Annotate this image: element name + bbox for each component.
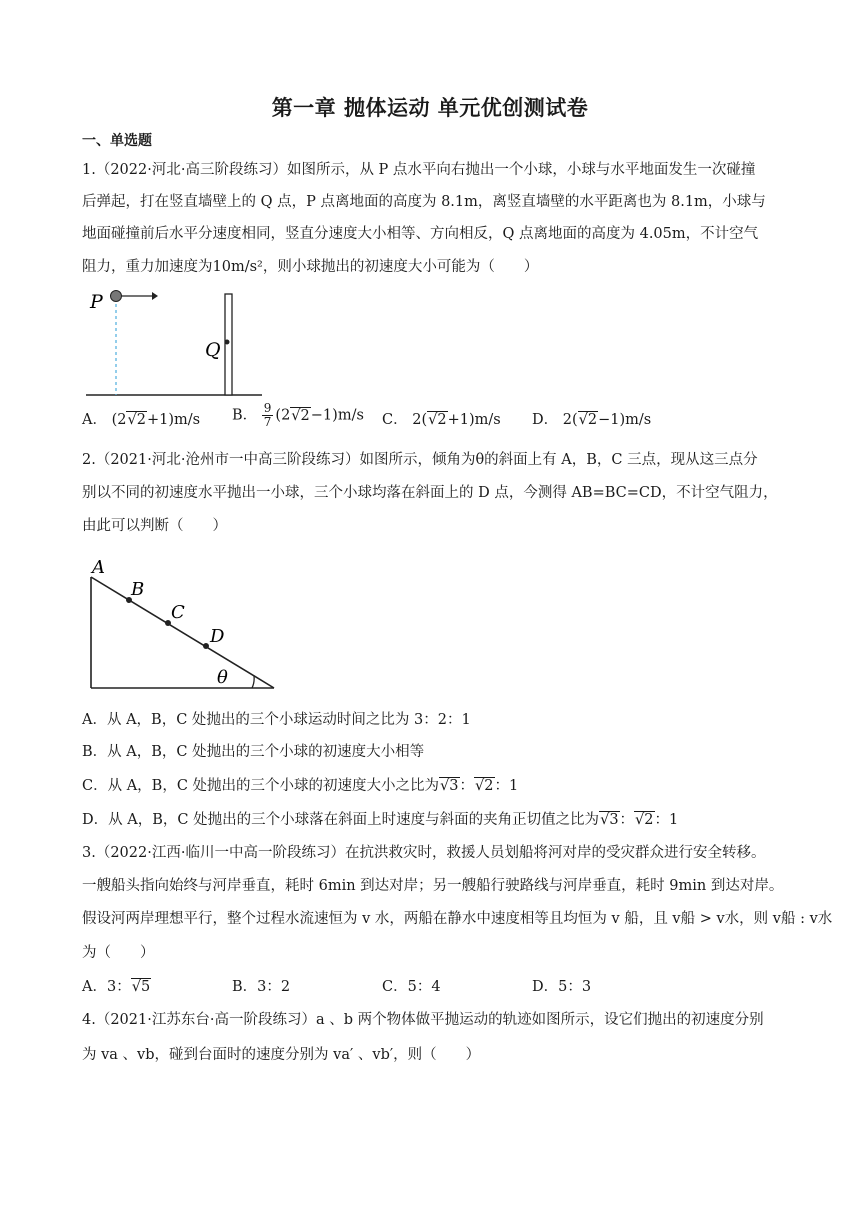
sqrt: √2 [578, 412, 598, 428]
q2-line-2: 别以不同的初速度水平抛出一小球，三个小球均落在斜面上的 D 点，今测得 AB=BC=CD，不计空气阻力， [82, 485, 778, 501]
q3-option-b[interactable]: B．3：2 [232, 979, 291, 995]
point-q [225, 340, 230, 345]
sqrt: √2 [291, 407, 310, 424]
radical-sign: √ [291, 407, 301, 424]
radical-sign: √ [127, 412, 137, 428]
sqrt: √5 [131, 979, 151, 995]
label-c: C [171, 602, 185, 623]
fraction: $\frac{9}{7}$ [263, 401, 272, 429]
q3-line-1: 3.（2022·江西·临川一中高一阶段练习）在抗洪救灾时，救援人员划船将河对岸的受灾群众进行安全转移。 [82, 845, 766, 861]
incline-slope [91, 577, 274, 688]
q4-line-1: 4.（2021·江苏东台·高一阶段练习）a 、b 两个物体做平抛运动的轨迹如图所示，设它们抛出的初速度分别 [82, 1012, 764, 1028]
label-p: P [90, 291, 103, 313]
point-d [203, 643, 209, 649]
label-d: D [210, 626, 225, 647]
q2-option-d[interactable]: D．从 A，B，C 处抛出的三个小球落在斜面上时速度与斜面的夹角正切值之比为√3：√2：1 [82, 812, 679, 828]
ball-icon [111, 291, 122, 302]
q3-option-d[interactable]: D．5：3 [532, 979, 592, 995]
q1-line-4: 阻力，重力加速度为10m/s²，则小球抛出的初速度大小可能为（ ） [82, 259, 539, 275]
q4-line-2: 为 va 、vb，碰到台面时的速度分别为 va′ 、vb′，则（ ） [82, 1047, 481, 1063]
q1-line-1: 1.（2022·河北·高三阶段练习）如图所示，从 P 点水平向右抛出一个小球，小球与水平地面发生一次碰撞 [82, 162, 756, 178]
section-heading: 一、单选题 [82, 133, 152, 149]
q3-option-a[interactable]: A．3：√5 [82, 979, 151, 995]
radical-sign: √ [578, 412, 588, 428]
radical-sign: √ [635, 812, 645, 828]
label-theta: θ [217, 667, 228, 688]
radical-sign: √ [600, 812, 610, 828]
radical-sign: √ [440, 778, 450, 794]
sqrt: √2 [127, 412, 146, 428]
q1-option-b[interactable]: B． $\frac{9}{7}$ (2√2−1)m/s [232, 401, 364, 429]
angle-arc [252, 676, 254, 688]
radical-sign: √ [475, 778, 485, 794]
radical-sign: √ [131, 979, 141, 995]
q2-option-b[interactable]: B．从 A，B，C 处抛出的三个小球的初速度大小相等 [82, 744, 425, 760]
radical-sign: √ [428, 412, 438, 428]
sqrt: √2 [475, 778, 494, 794]
q2-figure [82, 550, 282, 692]
sqrt: √3 [440, 778, 459, 794]
label-b: B [131, 579, 145, 600]
label-a: A [92, 557, 105, 578]
q2-line-3: 由此可以判断（ ） [82, 518, 227, 534]
q1-line-3: 地面碰撞前后水平分速度相同，竖直分速度大小相等、方向相反，Q 点离地面的高度为 4.05m，不计空气 [82, 226, 759, 242]
label-q: Q [205, 339, 221, 361]
sqrt: √3 [600, 812, 619, 828]
q1-figure [82, 284, 272, 400]
q3-option-c[interactable]: C．5：4 [382, 979, 441, 995]
page-title: 第一章 抛体运动 单元优创测试卷 [271, 96, 589, 120]
q2-option-c[interactable]: C．从 A，B，C 处抛出的三个小球的初速度大小之比为√3：√2：1 [82, 778, 519, 794]
sqrt: √2 [635, 812, 654, 828]
q3-line-2: 一艘船头指向始终与河岸垂直，耗时 6min 到达对岸；另一艘船行驶路线与河岸垂直，耗时 9min 到达对岸。 [82, 878, 784, 894]
q1-option-a[interactable]: A． (2√2+1)m/s [82, 412, 201, 428]
q1-option-d[interactable]: D． 2(√2−1)m/s [532, 412, 652, 428]
q2-line-1: 2.（2021·河北·沧州市一中高三阶段练习）如图所示，倾角为θ的斜面上有 A，B，C 三点，现从这三点分 [82, 452, 758, 468]
wall [225, 294, 232, 395]
sqrt: √2 [428, 412, 447, 428]
q1-line-2: 后弹起，打在竖直墙壁上的 Q 点，P 点离地面的高度为 8.1m，离竖直墙壁的水平距离也为 8.1m，小球与 [82, 194, 766, 210]
q1-option-c[interactable]: C． 2(√2+1)m/s [382, 412, 501, 428]
q3-line-4: 为（ ） [82, 945, 155, 961]
q3-line-3: 假设河两岸理想平行，整个过程水流速恒为 v 水，两船在静水中速度相等且均恒为 v 船，且 v船 > v水，则 v船 : v水 [82, 911, 833, 927]
q2-option-a[interactable]: A．从 A，B，C 处抛出的三个小球运动时间之比为 3：2：1 [82, 712, 471, 728]
